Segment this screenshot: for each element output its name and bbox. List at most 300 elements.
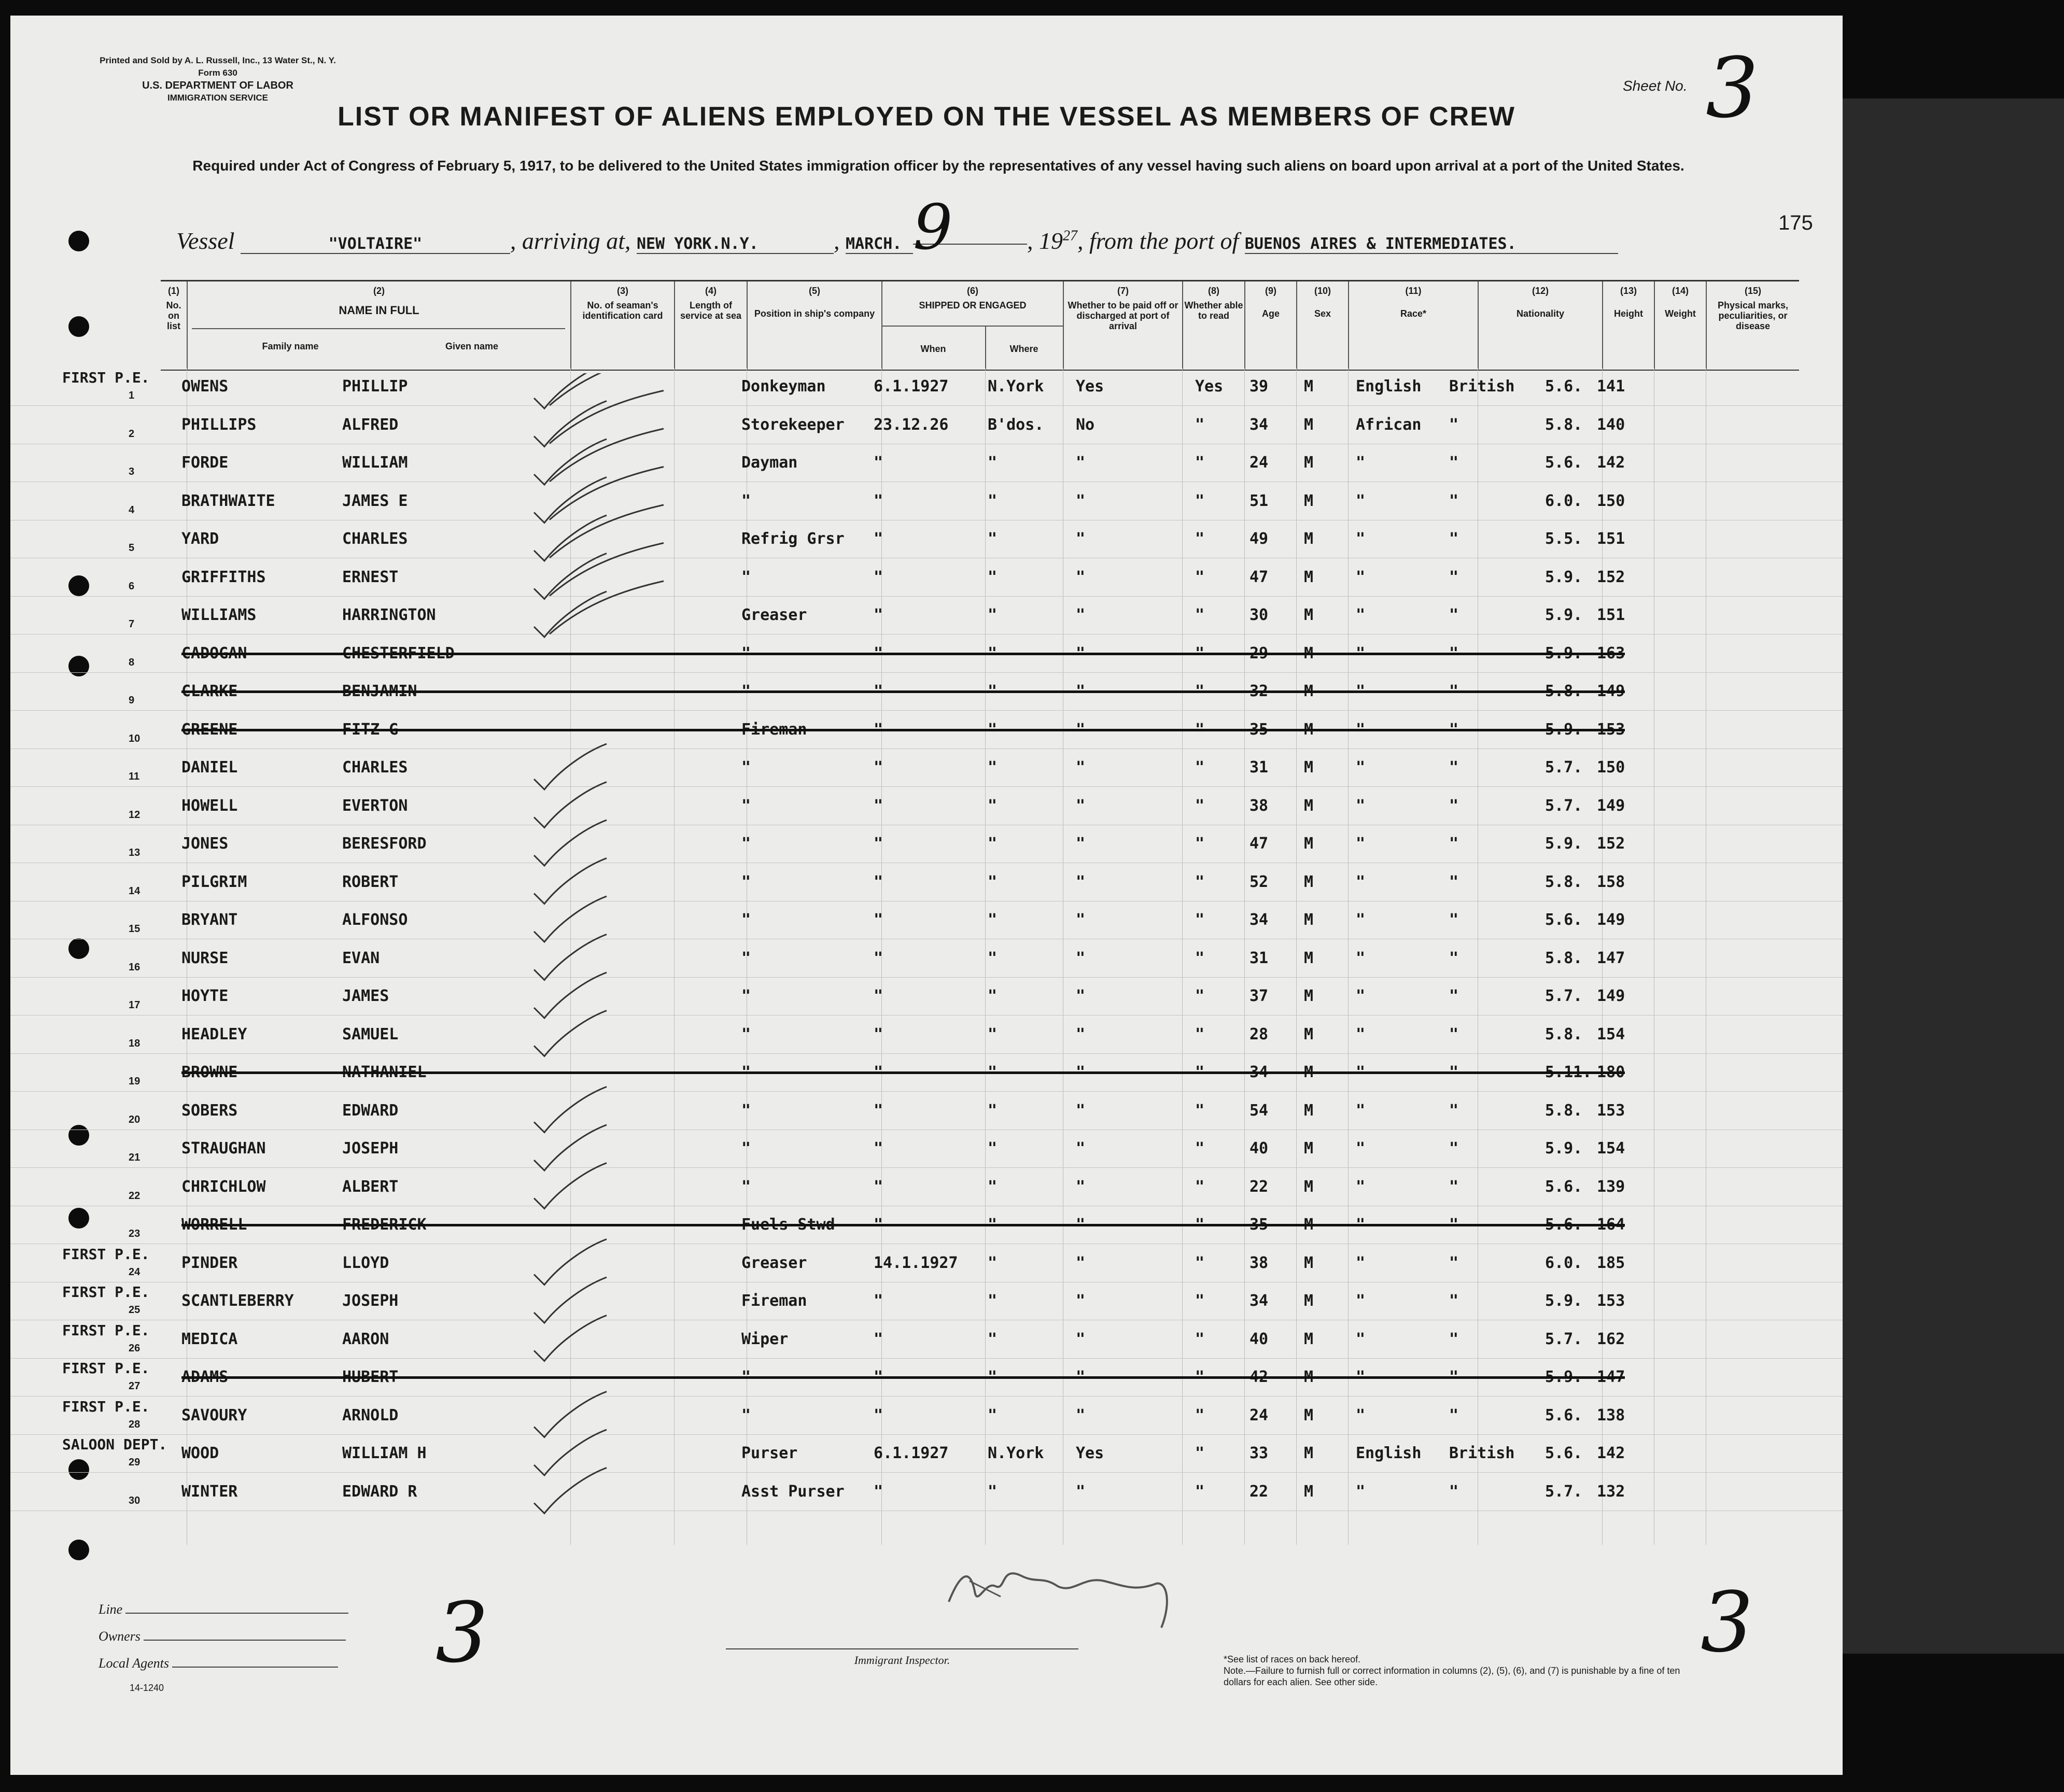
- cell-position: Refrig Grsr: [741, 530, 845, 548]
- cell-when: ": [874, 796, 883, 815]
- strikethrough-line: [181, 1071, 1625, 1074]
- cell-family: NURSE: [181, 949, 229, 967]
- cell-when: ": [874, 1368, 883, 1386]
- cell-family: MEDICA: [181, 1330, 238, 1348]
- cell-family: STRAUGHAN: [181, 1139, 266, 1158]
- col-9-header: (9) Age: [1244, 281, 1296, 370]
- cell-sex: M: [1304, 377, 1314, 396]
- cell-sex: M: [1304, 606, 1314, 624]
- cell-weight: 147: [1597, 1368, 1625, 1386]
- cell-read: ": [1195, 454, 1205, 472]
- cell-family: WORRELL: [181, 1216, 247, 1234]
- cell-paid: ": [1076, 1368, 1086, 1386]
- table-row: [10, 1321, 1843, 1359]
- cell-age: 38: [1249, 796, 1269, 815]
- vessel-name: "VOLTAIRE": [241, 235, 510, 254]
- cell-height: 6.0.: [1545, 491, 1583, 510]
- cell-race: ": [1356, 1139, 1366, 1158]
- cell-position: Fireman: [741, 720, 807, 739]
- cell-height: 5.9.: [1545, 1292, 1583, 1310]
- act-text: Required under Act of Congress of February 5, 1917, to be delivered to the United States immigration officer by the representatives of any vessel having such aliens on board upon arrival at a port of the United States.: [192, 158, 1684, 174]
- cell-where: ": [988, 530, 998, 548]
- check-mark: [534, 373, 607, 408]
- cell-family: YARD: [181, 530, 219, 548]
- cell-height: 5.9.: [1545, 606, 1583, 624]
- col-8-header: (8) Whether able to read: [1182, 281, 1244, 370]
- cell-weight: 153: [1597, 1101, 1625, 1120]
- check-marks: [529, 373, 684, 1550]
- cell-position: ": [741, 987, 751, 1005]
- cell-paid: ": [1076, 568, 1086, 586]
- cell-height: 5.11.: [1545, 1063, 1592, 1081]
- cell-weight: 185: [1597, 1253, 1625, 1272]
- cell-where: ": [988, 911, 998, 929]
- cell-family: HOWELL: [181, 796, 238, 815]
- cell-age: 32: [1249, 682, 1269, 700]
- cell-height: 5.6.: [1545, 1406, 1583, 1424]
- cell-age: 34: [1249, 911, 1269, 929]
- cell-position: ": [741, 835, 751, 853]
- cell-age: 37: [1249, 987, 1269, 1005]
- cell-race: ": [1356, 796, 1366, 815]
- cell-where: ": [988, 1406, 998, 1424]
- cell-race: ": [1356, 682, 1366, 700]
- list-number: 10: [129, 732, 141, 744]
- cell-race: ": [1356, 911, 1366, 929]
- cell-nat: ": [1449, 720, 1459, 739]
- cell-nat: ": [1449, 606, 1459, 624]
- cell-where: ": [988, 454, 998, 472]
- punch-hole: [68, 316, 89, 337]
- cell-given: BERESFORD: [342, 835, 427, 853]
- cell-when: ": [874, 720, 883, 739]
- cell-height: 5.8.: [1545, 872, 1583, 891]
- cell-where: ": [988, 720, 998, 739]
- cell-position: ": [741, 682, 751, 700]
- check-mark: [550, 467, 664, 520]
- cell-paid: ": [1076, 1177, 1086, 1196]
- cell-sex: M: [1304, 568, 1314, 586]
- cell-height: 5.7.: [1545, 796, 1583, 815]
- cell-when: ": [874, 530, 883, 548]
- cell-paid: ": [1076, 872, 1086, 891]
- cell-height: 5.6.: [1545, 454, 1583, 472]
- cell-weight: 142: [1597, 454, 1625, 472]
- cell-position: ": [741, 1063, 751, 1081]
- cell-given: CHARLES: [342, 530, 408, 548]
- cell-where: ": [988, 872, 998, 891]
- cell-race: ": [1356, 835, 1366, 853]
- list-number: 30: [129, 1494, 141, 1506]
- cell-given: AARON: [342, 1330, 389, 1348]
- cell-race: African: [1356, 415, 1422, 434]
- cell-weight: 149: [1597, 796, 1625, 815]
- row-annotation: FIRST P.E.: [62, 1360, 150, 1377]
- cell-race: ": [1356, 1368, 1366, 1386]
- line-field: Line: [99, 1602, 348, 1617]
- cell-when: ": [874, 1482, 883, 1501]
- cell-family: WINTER: [181, 1482, 238, 1501]
- cell-height: 5.8.: [1545, 682, 1583, 700]
- cell-race: ": [1356, 758, 1366, 777]
- cell-given: JOSEPH: [342, 1292, 399, 1310]
- cell-sex: M: [1304, 949, 1314, 967]
- cell-read: ": [1195, 949, 1205, 967]
- cell-position: Fireman: [741, 1292, 807, 1310]
- cell-position: ": [741, 1139, 751, 1158]
- cell-weight: 147: [1597, 949, 1625, 967]
- cell-read: ": [1195, 720, 1205, 739]
- cell-race: ": [1356, 1101, 1366, 1120]
- cell-where: ": [988, 491, 998, 510]
- cell-position: Dayman: [741, 454, 798, 472]
- footnote: *See list of races on back hereof. Note.—Failure to furnish full or correct information in columns (2), (5), (6), and (7) is punishable by a fine of ten dollars for each alien. See other side.: [1224, 1654, 1680, 1687]
- col-11-header: (11) Race*: [1348, 281, 1478, 370]
- cell-paid: ": [1076, 644, 1086, 662]
- cell-paid: ": [1076, 720, 1086, 739]
- cell-given: CHESTERFIELD: [342, 644, 455, 662]
- check-mark: [550, 429, 664, 482]
- owners-field: Owners: [99, 1629, 346, 1644]
- cell-where: ": [988, 1139, 998, 1158]
- check-mark: [550, 373, 664, 405]
- row-annotation: FIRST P.E.: [62, 1283, 150, 1301]
- cell-nat: ": [1449, 1139, 1459, 1158]
- cell-age: 47: [1249, 568, 1269, 586]
- cell-race: ": [1356, 606, 1366, 624]
- family-name-header: Family name: [262, 341, 319, 351]
- cell-given: FITZ G: [342, 720, 399, 739]
- arrival-month: MARCH.: [846, 235, 913, 254]
- cell-position: Greaser: [741, 1253, 807, 1272]
- cell-race: ": [1356, 1177, 1366, 1196]
- page-title: LIST OR MANIFEST OF ALIENS EMPLOYED ON THE VESSEL AS MEMBERS OF CREW: [338, 102, 1515, 132]
- cell-nat: ": [1449, 568, 1459, 586]
- list-number: 9: [129, 695, 135, 706]
- cell-weight: 163: [1597, 644, 1625, 662]
- cell-position: Purser: [741, 1444, 798, 1462]
- cell-age: 34: [1249, 1063, 1269, 1081]
- row-annotation: SALOON DEPT.: [62, 1436, 167, 1453]
- cell-where: ": [988, 1368, 998, 1386]
- cell-nat: ": [1449, 1025, 1459, 1043]
- cell-where: ": [988, 1025, 998, 1043]
- cell-race: ": [1356, 1063, 1366, 1081]
- list-number: 12: [129, 809, 141, 821]
- list-number: 3: [129, 466, 135, 477]
- cell-weight: 152: [1597, 835, 1625, 853]
- cell-paid: ": [1076, 911, 1086, 929]
- cell-nat: ": [1449, 1063, 1459, 1081]
- handwritten-count-right: 3: [1701, 1574, 1753, 1671]
- cell-position: ": [741, 872, 751, 891]
- cell-when: ": [874, 872, 883, 891]
- cell-sex: M: [1304, 1177, 1314, 1196]
- cell-age: 33: [1249, 1444, 1269, 1462]
- cell-read: ": [1195, 644, 1205, 662]
- cell-when: ": [874, 1292, 883, 1310]
- cell-weight: 153: [1597, 1292, 1625, 1310]
- cell-sex: M: [1304, 644, 1314, 662]
- table-row: [10, 978, 1843, 1015]
- sheet-label: Sheet No.: [1623, 78, 1688, 94]
- cell-sex: M: [1304, 1063, 1314, 1081]
- col-6-header: (6) SHIPPED OR ENGAGED: [881, 281, 1063, 370]
- table-row: [10, 368, 1843, 406]
- cell-sex: M: [1304, 1368, 1314, 1386]
- cell-family: HEADLEY: [181, 1025, 247, 1043]
- cell-position: ": [741, 1025, 751, 1043]
- list-number: 14: [129, 885, 141, 897]
- cell-nat: ": [1449, 1406, 1459, 1424]
- handwritten-count-left: 3: [436, 1584, 488, 1681]
- cell-height: 5.6.: [1545, 1216, 1583, 1234]
- list-number: 17: [129, 999, 141, 1011]
- list-number: 23: [129, 1228, 141, 1239]
- cell-nat: ": [1449, 1253, 1459, 1272]
- cell-age: 52: [1249, 872, 1269, 891]
- cell-where: ": [988, 1216, 998, 1234]
- cell-age: 42: [1249, 1368, 1269, 1386]
- cell-read: ": [1195, 1101, 1205, 1120]
- cell-read: ": [1195, 682, 1205, 700]
- cell-sex: M: [1304, 530, 1314, 548]
- cell-race: ": [1356, 1330, 1366, 1348]
- cell-given: HARRINGTON: [342, 606, 436, 624]
- col-7-header: (7) Whether to be paid off or discharged at port of arrival: [1063, 281, 1182, 370]
- cell-height: 5.5.: [1545, 530, 1583, 548]
- cell-position: ": [741, 1177, 751, 1196]
- cell-position: Storekeeper: [741, 415, 845, 434]
- cell-nat: ": [1449, 491, 1459, 510]
- cell-sex: M: [1304, 415, 1314, 434]
- cell-where: ": [988, 1253, 998, 1272]
- cell-given: PHILLIP: [342, 377, 408, 396]
- cell-where: ": [988, 1292, 998, 1310]
- cell-family: HOYTE: [181, 987, 229, 1005]
- row-annotation: FIRST P.E.: [62, 1321, 150, 1339]
- cell-weight: 162: [1597, 1330, 1625, 1348]
- cell-paid: ": [1076, 682, 1086, 700]
- cell-nat: ": [1449, 1482, 1459, 1501]
- cell-race: ": [1356, 1406, 1366, 1424]
- cell-sex: M: [1304, 1253, 1314, 1272]
- cell-paid: ": [1076, 987, 1086, 1005]
- cell-when: 6.1.1927: [874, 1444, 949, 1462]
- cell-when: ": [874, 454, 883, 472]
- cell-when: ": [874, 682, 883, 700]
- cell-where: ": [988, 1063, 998, 1081]
- cell-paid: ": [1076, 796, 1086, 815]
- cell-when: ": [874, 1330, 883, 1348]
- table-row: [10, 635, 1843, 673]
- column-header: [161, 280, 1799, 371]
- cell-family: WOOD: [181, 1444, 219, 1462]
- cell-sex: M: [1304, 682, 1314, 700]
- cell-paid: ": [1076, 491, 1086, 510]
- cell-position: Donkeyman: [741, 377, 826, 396]
- cell-paid: ": [1076, 949, 1086, 967]
- cell-where: B'dos.: [988, 415, 1044, 434]
- cell-read: ": [1195, 1025, 1205, 1043]
- cell-sex: M: [1304, 1444, 1314, 1462]
- cell-when: ": [874, 644, 883, 662]
- cell-weight: 150: [1597, 491, 1625, 510]
- list-number: 6: [129, 580, 135, 592]
- cell-age: 34: [1249, 415, 1269, 434]
- cell-read: ": [1195, 415, 1205, 434]
- list-number: 29: [129, 1457, 141, 1468]
- cell-paid: ": [1076, 758, 1086, 777]
- cell-weight: 132: [1597, 1482, 1625, 1501]
- cell-read: ": [1195, 796, 1205, 815]
- where-header: Where: [1009, 344, 1038, 354]
- cell-position: ": [741, 796, 751, 815]
- cell-weight: 180: [1597, 1063, 1625, 1081]
- sheet-number: 3: [1706, 39, 1759, 136]
- col-14-header: (14) Weight: [1654, 281, 1706, 370]
- cell-position: ": [741, 949, 751, 967]
- col-13-header: (13) Height: [1602, 281, 1654, 370]
- check-mark: [550, 505, 664, 558]
- cell-sex: M: [1304, 1292, 1314, 1310]
- list-number: 5: [129, 542, 135, 554]
- cell-paid: ": [1076, 1253, 1086, 1272]
- list-number: 18: [129, 1037, 141, 1049]
- cell-read: ": [1195, 1253, 1205, 1272]
- cell-nat: ": [1449, 835, 1459, 853]
- cell-nat: ": [1449, 758, 1459, 777]
- table-row: [10, 787, 1843, 825]
- cell-given: FREDERICK: [342, 1216, 427, 1234]
- cell-weight: 140: [1597, 415, 1625, 434]
- cell-given: CHARLES: [342, 758, 408, 777]
- cell-nat: ": [1449, 911, 1459, 929]
- cell-age: 24: [1249, 1406, 1269, 1424]
- cell-height: 5.8.: [1545, 1025, 1583, 1043]
- cell-race: ": [1356, 720, 1366, 739]
- check-mark: [534, 744, 607, 789]
- cell-family: DANIEL: [181, 758, 238, 777]
- cell-height: 5.7.: [1545, 758, 1583, 777]
- cell-family: BRATHWAITE: [181, 491, 275, 510]
- cell-height: 5.9.: [1545, 720, 1583, 739]
- cell-when: ": [874, 987, 883, 1005]
- cell-when: ": [874, 758, 883, 777]
- cell-age: 30: [1249, 606, 1269, 624]
- cell-read: ": [1195, 1139, 1205, 1158]
- table-row: [10, 940, 1843, 978]
- cell-paid: ": [1076, 1216, 1086, 1234]
- list-number: 26: [129, 1342, 141, 1354]
- cell-read: ": [1195, 530, 1205, 548]
- col-3-header: (3) No. of seaman's identification card: [570, 281, 674, 370]
- cell-sex: M: [1304, 1482, 1314, 1501]
- cell-race: ": [1356, 949, 1366, 967]
- check-mark: [550, 543, 664, 596]
- cell-weight: 158: [1597, 872, 1625, 891]
- cell-position: ": [741, 1406, 751, 1424]
- cell-sex: M: [1304, 720, 1314, 739]
- cell-family: CHRICHLOW: [181, 1177, 266, 1196]
- cell-paid: ": [1076, 835, 1086, 853]
- table-row: [10, 520, 1843, 558]
- cell-given: SAMUEL: [342, 1025, 399, 1043]
- cell-read: ": [1195, 1482, 1205, 1501]
- cell-where: ": [988, 758, 998, 777]
- cell-nat: ": [1449, 987, 1459, 1005]
- cell-nat: ": [1449, 454, 1459, 472]
- immigrant-inspector-label: Immigrant Inspector.: [854, 1654, 950, 1667]
- cell-weight: 154: [1597, 1025, 1625, 1043]
- table-row: [10, 1206, 1843, 1244]
- row-annotation: FIRST P.E.: [62, 1245, 150, 1263]
- col-12-header: (12) Nationality: [1478, 281, 1602, 370]
- list-number: 28: [129, 1418, 141, 1430]
- cell-sex: M: [1304, 835, 1314, 853]
- list-number: 4: [129, 504, 135, 516]
- cell-sex: M: [1304, 987, 1314, 1005]
- punch-hole: [68, 231, 89, 251]
- cell-paid: ": [1076, 454, 1086, 472]
- cell-given: NATHANIEL: [342, 1063, 427, 1081]
- cell-weight: 151: [1597, 530, 1625, 548]
- cell-age: 35: [1249, 1216, 1269, 1234]
- cell-read: ": [1195, 872, 1205, 891]
- cell-when: ": [874, 606, 883, 624]
- cell-paid: ": [1076, 1330, 1086, 1348]
- cell-weight: 154: [1597, 1139, 1625, 1158]
- cell-race: English: [1356, 377, 1422, 396]
- list-number: 27: [129, 1380, 141, 1392]
- cell-paid: ": [1076, 606, 1086, 624]
- cell-read: ": [1195, 1216, 1205, 1234]
- col-1-header: (1) No. on list: [166, 286, 181, 331]
- cell-family: SCANTLEBERRY: [181, 1292, 294, 1310]
- table-row: [10, 1397, 1843, 1435]
- cell-paid: Yes: [1076, 377, 1104, 396]
- cell-read: ": [1195, 606, 1205, 624]
- cell-given: JAMES: [342, 987, 389, 1005]
- cell-read: ": [1195, 1292, 1205, 1310]
- cell-sex: M: [1304, 796, 1314, 815]
- cell-given: ARNOLD: [342, 1406, 399, 1424]
- cell-race: ": [1356, 530, 1366, 548]
- cell-where: ": [988, 1177, 998, 1196]
- row-annotation: FIRST P.E.: [62, 1398, 150, 1415]
- cell-sex: M: [1304, 1101, 1314, 1120]
- cell-age: 47: [1249, 835, 1269, 853]
- cell-position: ": [741, 1368, 751, 1386]
- cell-family: CADOGAN: [181, 644, 247, 662]
- cell-paid: ": [1076, 1139, 1086, 1158]
- arrival-year: 27: [1062, 228, 1077, 244]
- cell-race: ": [1356, 987, 1366, 1005]
- table-row: [10, 1130, 1843, 1168]
- cell-weight: 164: [1597, 1216, 1625, 1234]
- cell-sex: M: [1304, 454, 1314, 472]
- cell-read: ": [1195, 758, 1205, 777]
- cell-height: 5.9.: [1545, 1368, 1583, 1386]
- cell-weight: 139: [1597, 1177, 1625, 1196]
- cell-where: ": [988, 682, 998, 700]
- cell-family: GRIFFITHS: [181, 568, 266, 586]
- cell-when: ": [874, 911, 883, 929]
- cell-nat: ": [1449, 530, 1459, 548]
- cell-read: ": [1195, 911, 1205, 929]
- cell-position: ": [741, 568, 751, 586]
- cell-family: WILLIAMS: [181, 606, 257, 624]
